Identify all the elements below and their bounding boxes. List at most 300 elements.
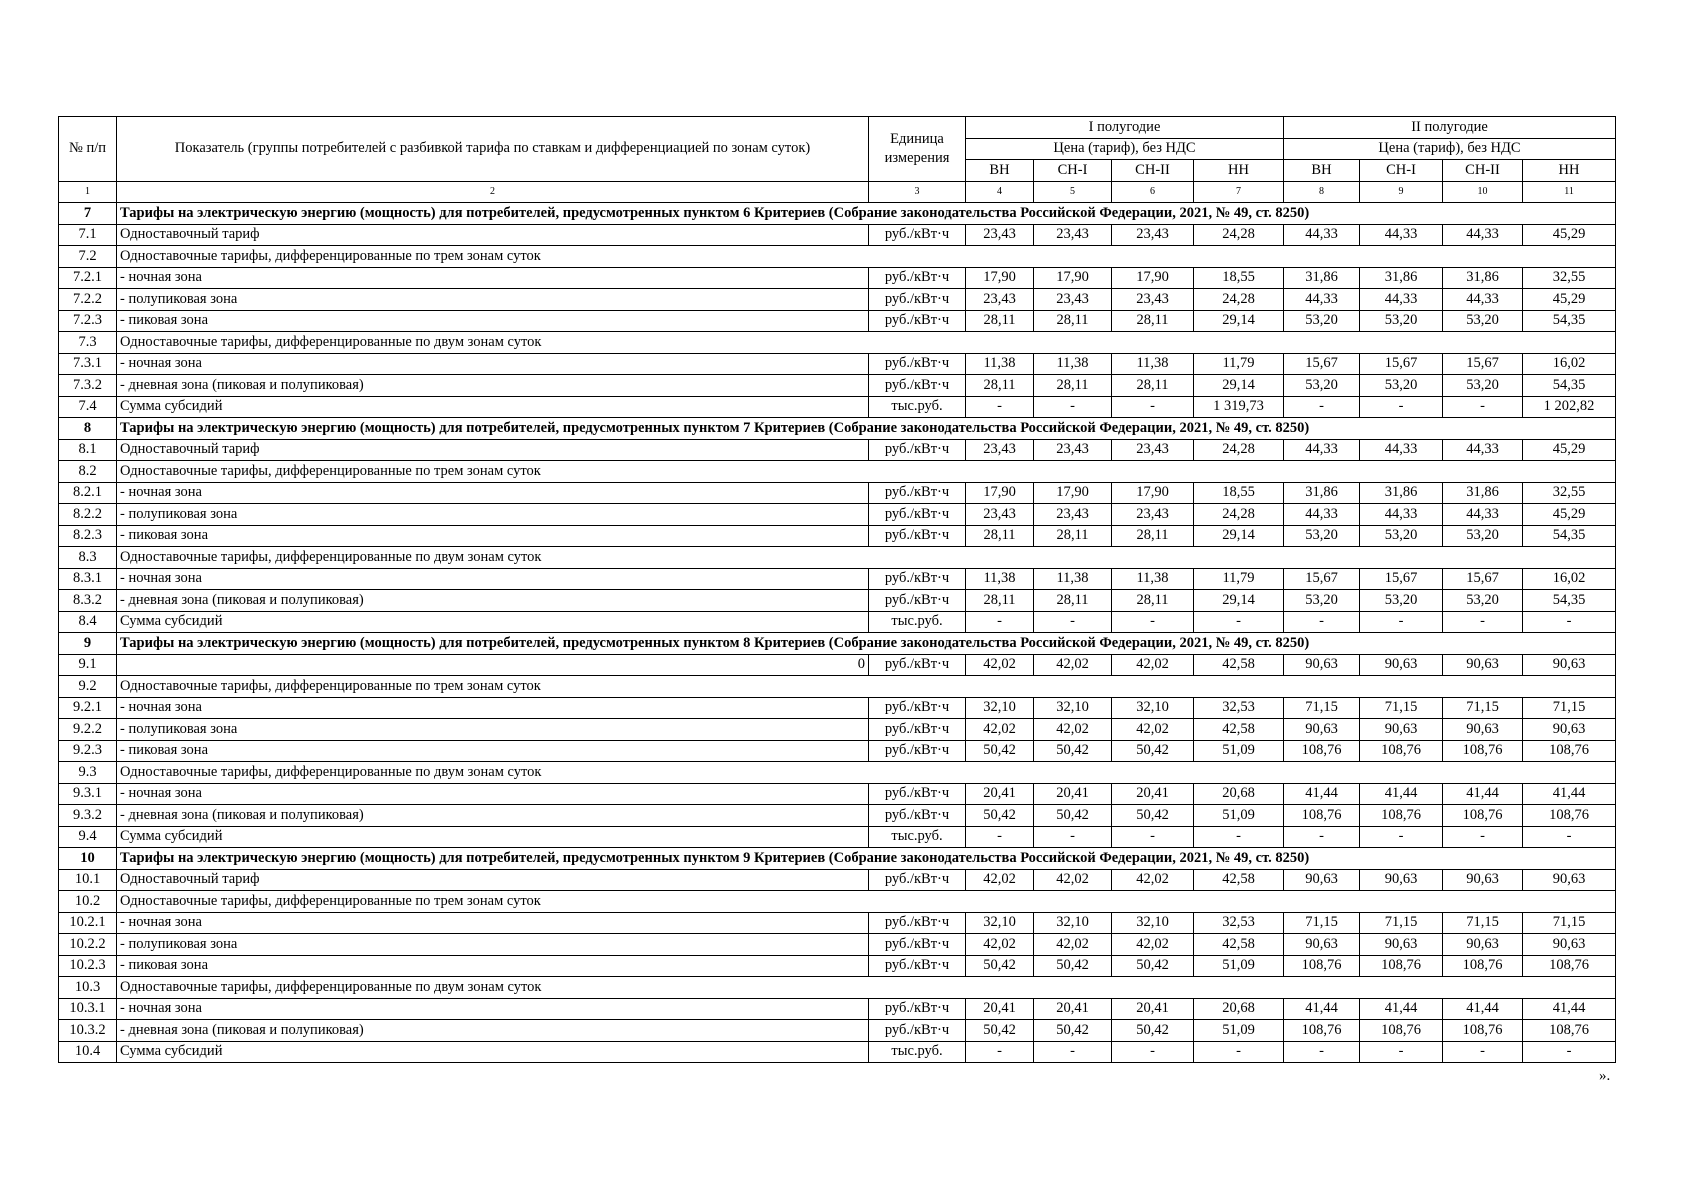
tariff-value: 23,43 bbox=[1112, 224, 1194, 246]
row-number: 10.2.1 bbox=[59, 912, 117, 934]
tariff-value: 45,29 bbox=[1523, 224, 1616, 246]
table-row bbox=[59, 310, 1616, 332]
header-indicator: Показатель (группы потребителей с разбивкой тарифа по ставкам и дифференциацией по зонам суток) bbox=[117, 117, 869, 182]
tariff-value: - bbox=[1360, 1041, 1443, 1063]
section-row bbox=[59, 418, 1616, 440]
table-row bbox=[59, 289, 1616, 311]
row-indicator: - дневная зона (пиковая и полупиковая) bbox=[117, 375, 869, 397]
tariff-value: 23,43 bbox=[1112, 439, 1194, 461]
tariff-value: 15,67 bbox=[1443, 353, 1523, 375]
table-row bbox=[59, 504, 1616, 526]
tariff-value: 41,44 bbox=[1360, 783, 1443, 805]
tariff-value: 54,35 bbox=[1523, 525, 1616, 547]
tariff-value: 71,15 bbox=[1523, 912, 1616, 934]
row-unit: тыс.руб. bbox=[869, 1041, 966, 1063]
row-indicator: - ночная зона bbox=[117, 697, 869, 719]
tariff-value: 44,33 bbox=[1284, 289, 1360, 311]
tariff-value: 11,38 bbox=[966, 568, 1034, 590]
tariff-value: - bbox=[1112, 1041, 1194, 1063]
row-number: 9.3 bbox=[59, 762, 117, 784]
tariff-value: 16,02 bbox=[1523, 353, 1616, 375]
table-row bbox=[59, 525, 1616, 547]
header-level: СН-I bbox=[1034, 160, 1112, 182]
row-unit: руб./кВт·ч bbox=[869, 912, 966, 934]
tariff-value: 23,43 bbox=[1034, 224, 1112, 246]
tariff-value: 32,10 bbox=[966, 912, 1034, 934]
row-unit: тыс.руб. bbox=[869, 396, 966, 418]
row-indicator: - ночная зона bbox=[117, 482, 869, 504]
tariff-value: 42,02 bbox=[1112, 934, 1194, 956]
tariff-value: 54,35 bbox=[1523, 310, 1616, 332]
tariff-value: 108,76 bbox=[1523, 805, 1616, 827]
row-number: 7.3.2 bbox=[59, 375, 117, 397]
tariff-value: 44,33 bbox=[1443, 224, 1523, 246]
row-unit: руб./кВт·ч bbox=[869, 955, 966, 977]
row-indicator: - ночная зона bbox=[117, 998, 869, 1020]
group-row bbox=[59, 461, 1616, 483]
tariff-value: 29,14 bbox=[1194, 590, 1284, 612]
tariff-value: 28,11 bbox=[966, 310, 1034, 332]
tariff-value: 53,20 bbox=[1284, 310, 1360, 332]
row-number: 9.4 bbox=[59, 826, 117, 848]
tariff-table bbox=[58, 116, 1616, 1063]
tariff-value: 11,38 bbox=[1112, 353, 1194, 375]
tariff-value: 90,63 bbox=[1284, 934, 1360, 956]
row-indicator: - пиковая зона bbox=[117, 525, 869, 547]
tariff-value: 15,67 bbox=[1443, 568, 1523, 590]
column-number: 5 bbox=[1034, 181, 1112, 203]
row-number: 10.3.2 bbox=[59, 1020, 117, 1042]
table-row bbox=[59, 697, 1616, 719]
row-number: 8.1 bbox=[59, 439, 117, 461]
group-row bbox=[59, 977, 1616, 999]
tariff-value: 32,10 bbox=[1112, 912, 1194, 934]
tariff-value: 50,42 bbox=[1034, 805, 1112, 827]
tariff-value: 23,43 bbox=[1034, 504, 1112, 526]
tariff-value: - bbox=[1284, 396, 1360, 418]
tariff-value: 41,44 bbox=[1523, 783, 1616, 805]
row-number: 9 bbox=[59, 633, 117, 655]
row-indicator: - ночная зона bbox=[117, 783, 869, 805]
tariff-value: 51,09 bbox=[1194, 740, 1284, 762]
section-title: Тарифы на электрическую энергию (мощность) для потребителей, предусмотренных пунктом 9 Критериев (Собрание законодательства Российской Федерации, 2021, № 49, ст. 8250) bbox=[117, 848, 1616, 870]
tariff-value: 32,53 bbox=[1194, 912, 1284, 934]
row-number: 10.4 bbox=[59, 1041, 117, 1063]
tariff-value: 28,11 bbox=[1112, 590, 1194, 612]
row-indicator: - ночная зона bbox=[117, 568, 869, 590]
tariff-value: 29,14 bbox=[1194, 525, 1284, 547]
tariff-value: 41,44 bbox=[1443, 783, 1523, 805]
tariff-value: 31,86 bbox=[1443, 482, 1523, 504]
tariff-value: 32,55 bbox=[1523, 482, 1616, 504]
tariff-value: 23,43 bbox=[1034, 289, 1112, 311]
tariff-value: 32,53 bbox=[1194, 697, 1284, 719]
tariff-value: 28,11 bbox=[1034, 590, 1112, 612]
tariff-value: 53,20 bbox=[1443, 590, 1523, 612]
tariff-value: 45,29 bbox=[1523, 504, 1616, 526]
tariff-value: 23,43 bbox=[1112, 289, 1194, 311]
table-row bbox=[59, 482, 1616, 504]
tariff-value: - bbox=[966, 1041, 1034, 1063]
row-indicator: - ночная зона bbox=[117, 267, 869, 289]
header-half1: I полугодие bbox=[966, 117, 1284, 139]
row-number: 7.1 bbox=[59, 224, 117, 246]
tariff-value: - bbox=[1284, 611, 1360, 633]
header-level: СН-II bbox=[1443, 160, 1523, 182]
tariff-value: - bbox=[1112, 826, 1194, 848]
tariff-value: 31,86 bbox=[1284, 482, 1360, 504]
row-indicator: - полупиковая зона bbox=[117, 289, 869, 311]
row-number: 7.2.3 bbox=[59, 310, 117, 332]
row-indicator: - ночная зона bbox=[117, 912, 869, 934]
tariff-value: 24,28 bbox=[1194, 439, 1284, 461]
column-number: 8 bbox=[1284, 181, 1360, 203]
tariff-value: 41,44 bbox=[1360, 998, 1443, 1020]
column-number: 1 bbox=[59, 181, 117, 203]
tariff-value: 51,09 bbox=[1194, 805, 1284, 827]
row-number: 10.2.3 bbox=[59, 955, 117, 977]
group-title: Одноставочные тарифы, дифференцированные по двум зонам суток bbox=[117, 547, 1616, 569]
row-indicator: Сумма субсидий bbox=[117, 396, 869, 418]
tariff-value: 28,11 bbox=[1112, 375, 1194, 397]
section-row bbox=[59, 848, 1616, 870]
row-unit: тыс.руб. bbox=[869, 611, 966, 633]
tariff-value: 51,09 bbox=[1194, 955, 1284, 977]
tariff-value: 41,44 bbox=[1443, 998, 1523, 1020]
tariff-value: 54,35 bbox=[1523, 375, 1616, 397]
tariff-value: 28,11 bbox=[1034, 525, 1112, 547]
group-title: Одноставочные тарифы, дифференцированные по трем зонам суток bbox=[117, 461, 1616, 483]
tariff-value: - bbox=[1360, 611, 1443, 633]
column-number: 7 bbox=[1194, 181, 1284, 203]
tariff-value: 16,02 bbox=[1523, 568, 1616, 590]
tariff-value: - bbox=[1194, 826, 1284, 848]
tariff-value: 53,20 bbox=[1443, 310, 1523, 332]
tariff-value: 28,11 bbox=[1034, 375, 1112, 397]
row-unit: руб./кВт·ч bbox=[869, 697, 966, 719]
row-indicator: - полупиковая зона bbox=[117, 719, 869, 741]
table-row bbox=[59, 611, 1616, 633]
tariff-value: 17,90 bbox=[1112, 482, 1194, 504]
row-number: 9.3.1 bbox=[59, 783, 117, 805]
row-number: 9.2.3 bbox=[59, 740, 117, 762]
row-number: 7.2.1 bbox=[59, 267, 117, 289]
tariff-value: - bbox=[1034, 396, 1112, 418]
group-title: Одноставочные тарифы, дифференцированные по трем зонам суток bbox=[117, 246, 1616, 268]
row-indicator: Одноставочный тариф bbox=[117, 439, 869, 461]
tariff-value: 17,90 bbox=[966, 267, 1034, 289]
tariff-value: 28,11 bbox=[1112, 310, 1194, 332]
header-level: НН bbox=[1194, 160, 1284, 182]
tariff-value: 50,42 bbox=[1034, 740, 1112, 762]
tariff-value: 17,90 bbox=[1034, 267, 1112, 289]
row-indicator: - дневная зона (пиковая и полупиковая) bbox=[117, 1020, 869, 1042]
row-indicator: - ночная зона bbox=[117, 353, 869, 375]
table-header bbox=[59, 117, 1616, 203]
tariff-value: 42,02 bbox=[1112, 719, 1194, 741]
table-body bbox=[59, 203, 1616, 1063]
tariff-value: 20,41 bbox=[1112, 783, 1194, 805]
column-number: 11 bbox=[1523, 181, 1616, 203]
tariff-value: - bbox=[1284, 1041, 1360, 1063]
row-indicator: - дневная зона (пиковая и полупиковая) bbox=[117, 590, 869, 612]
row-unit: руб./кВт·ч bbox=[869, 353, 966, 375]
tariff-value: 31,86 bbox=[1284, 267, 1360, 289]
tariff-value: - bbox=[966, 396, 1034, 418]
tariff-value: 31,86 bbox=[1360, 482, 1443, 504]
row-unit: руб./кВт·ч bbox=[869, 934, 966, 956]
tariff-value: 108,76 bbox=[1284, 1020, 1360, 1042]
tariff-value: 31,86 bbox=[1360, 267, 1443, 289]
tariff-value: - bbox=[1112, 396, 1194, 418]
tariff-value: 44,33 bbox=[1284, 224, 1360, 246]
row-number: 10.1 bbox=[59, 869, 117, 891]
tariff-value: 23,43 bbox=[1034, 439, 1112, 461]
header-half2: II полугодие bbox=[1284, 117, 1616, 139]
closing-quote: ». bbox=[1599, 1068, 1611, 1084]
row-number: 8.3.1 bbox=[59, 568, 117, 590]
tariff-value: 42,02 bbox=[1034, 934, 1112, 956]
table-row bbox=[59, 719, 1616, 741]
row-unit: руб./кВт·ч bbox=[869, 375, 966, 397]
tariff-value: 11,38 bbox=[1034, 353, 1112, 375]
tariff-value: - bbox=[1443, 826, 1523, 848]
row-unit: руб./кВт·ч bbox=[869, 568, 966, 590]
tariff-value: 50,42 bbox=[1112, 1020, 1194, 1042]
tariff-value: - bbox=[1523, 826, 1616, 848]
row-number: 10.2.2 bbox=[59, 934, 117, 956]
group-title: Одноставочные тарифы, дифференцированные по двум зонам суток bbox=[117, 762, 1616, 784]
table-row bbox=[59, 224, 1616, 246]
row-number: 9.1 bbox=[59, 654, 117, 676]
tariff-value: 90,63 bbox=[1443, 719, 1523, 741]
tariff-value: 42,02 bbox=[966, 869, 1034, 891]
tariff-value: 50,42 bbox=[966, 740, 1034, 762]
column-number: 9 bbox=[1360, 181, 1443, 203]
tariff-value: 15,67 bbox=[1284, 353, 1360, 375]
tariff-value: 42,58 bbox=[1194, 654, 1284, 676]
table-row bbox=[59, 590, 1616, 612]
table-row bbox=[59, 375, 1616, 397]
table-row bbox=[59, 826, 1616, 848]
row-unit: руб./кВт·ч bbox=[869, 504, 966, 526]
row-number: 9.2.1 bbox=[59, 697, 117, 719]
header-level: СН-I bbox=[1360, 160, 1443, 182]
table-row bbox=[59, 1041, 1616, 1063]
row-indicator: - пиковая зона bbox=[117, 740, 869, 762]
row-number: 8.2.2 bbox=[59, 504, 117, 526]
row-number: 7.4 bbox=[59, 396, 117, 418]
tariff-value: 71,15 bbox=[1360, 697, 1443, 719]
tariff-value: 20,68 bbox=[1194, 998, 1284, 1020]
tariff-value: 20,41 bbox=[1112, 998, 1194, 1020]
tariff-value: 50,42 bbox=[1034, 955, 1112, 977]
tariff-value: 108,76 bbox=[1443, 955, 1523, 977]
tariff-value: 20,41 bbox=[966, 783, 1034, 805]
row-indicator: Одноставочный тариф bbox=[117, 224, 869, 246]
tariff-value: - bbox=[1034, 1041, 1112, 1063]
row-unit: руб./кВт·ч bbox=[869, 482, 966, 504]
table-row bbox=[59, 934, 1616, 956]
tariff-value: 20,41 bbox=[1034, 998, 1112, 1020]
group-row bbox=[59, 762, 1616, 784]
row-unit: руб./кВт·ч bbox=[869, 289, 966, 311]
table-row bbox=[59, 869, 1616, 891]
row-indicator: - полупиковая зона bbox=[117, 934, 869, 956]
tariff-value: 71,15 bbox=[1284, 697, 1360, 719]
table-row bbox=[59, 955, 1616, 977]
tariff-value: 44,33 bbox=[1443, 439, 1523, 461]
row-indicator: Сумма субсидий bbox=[117, 1041, 869, 1063]
tariff-value: 42,02 bbox=[966, 934, 1034, 956]
tariff-value: 71,15 bbox=[1360, 912, 1443, 934]
table-row bbox=[59, 783, 1616, 805]
tariff-value: 44,33 bbox=[1360, 289, 1443, 311]
header-price-half2: Цена (тариф), без НДС bbox=[1284, 138, 1616, 160]
tariff-value: 108,76 bbox=[1360, 805, 1443, 827]
tariff-value: 29,14 bbox=[1194, 375, 1284, 397]
row-unit: руб./кВт·ч bbox=[869, 1020, 966, 1042]
tariff-value: - bbox=[1034, 826, 1112, 848]
group-title: Одноставочные тарифы, дифференцированные по трем зонам суток bbox=[117, 891, 1616, 913]
header-unit: Единица измерения bbox=[869, 117, 966, 182]
row-unit: руб./кВт·ч bbox=[869, 310, 966, 332]
tariff-value: 32,10 bbox=[1034, 912, 1112, 934]
tariff-value: 53,20 bbox=[1360, 525, 1443, 547]
tariff-value: 108,76 bbox=[1360, 740, 1443, 762]
row-number: 9.2.2 bbox=[59, 719, 117, 741]
section-row bbox=[59, 633, 1616, 655]
tariff-value: 18,55 bbox=[1194, 267, 1284, 289]
tariff-value: 42,58 bbox=[1194, 719, 1284, 741]
tariff-value: 50,42 bbox=[966, 1020, 1034, 1042]
tariff-value: 32,10 bbox=[1034, 697, 1112, 719]
row-unit: руб./кВт·ч bbox=[869, 654, 966, 676]
header-level: СН-II bbox=[1112, 160, 1194, 182]
tariff-value: 1 202,82 bbox=[1523, 396, 1616, 418]
tariff-value: 42,58 bbox=[1194, 934, 1284, 956]
tariff-value: - bbox=[1194, 611, 1284, 633]
tariff-value: 108,76 bbox=[1443, 805, 1523, 827]
table-row bbox=[59, 805, 1616, 827]
tariff-value: 20,41 bbox=[966, 998, 1034, 1020]
group-row bbox=[59, 676, 1616, 698]
row-indicator: Сумма субсидий bbox=[117, 826, 869, 848]
row-unit: руб./кВт·ч bbox=[869, 805, 966, 827]
tariff-value: - bbox=[1523, 1041, 1616, 1063]
tariff-value: 28,11 bbox=[966, 375, 1034, 397]
tariff-value: 42,02 bbox=[966, 654, 1034, 676]
row-number: 8.2.1 bbox=[59, 482, 117, 504]
tariff-value: 53,20 bbox=[1284, 375, 1360, 397]
tariff-value: 44,33 bbox=[1443, 504, 1523, 526]
tariff-value: 90,63 bbox=[1360, 719, 1443, 741]
row-number: 8.3 bbox=[59, 547, 117, 569]
tariff-value: 1 319,73 bbox=[1194, 396, 1284, 418]
tariff-value: 28,11 bbox=[1112, 525, 1194, 547]
table-row bbox=[59, 998, 1616, 1020]
tariff-value: - bbox=[966, 611, 1034, 633]
tariff-value: 29,14 bbox=[1194, 310, 1284, 332]
tariff-value: 50,42 bbox=[1112, 955, 1194, 977]
tariff-value: 23,43 bbox=[966, 224, 1034, 246]
tariff-value: 44,33 bbox=[1360, 504, 1443, 526]
tariff-value: 71,15 bbox=[1284, 912, 1360, 934]
tariff-value: - bbox=[1360, 396, 1443, 418]
column-number: 3 bbox=[869, 181, 966, 203]
tariff-value: 23,43 bbox=[966, 289, 1034, 311]
tariff-value: 11,38 bbox=[966, 353, 1034, 375]
tariff-value: - bbox=[1284, 826, 1360, 848]
group-row bbox=[59, 246, 1616, 268]
tariff-value: 108,76 bbox=[1284, 955, 1360, 977]
row-unit: руб./кВт·ч bbox=[869, 525, 966, 547]
header-level: ВН bbox=[966, 160, 1034, 182]
section-row bbox=[59, 203, 1616, 225]
tariff-value: 18,55 bbox=[1194, 482, 1284, 504]
tariff-value: 90,63 bbox=[1443, 934, 1523, 956]
row-number: 7.2.2 bbox=[59, 289, 117, 311]
row-number: 10.2 bbox=[59, 891, 117, 913]
tariff-value: 20,41 bbox=[1034, 783, 1112, 805]
tariff-value: 50,42 bbox=[1112, 805, 1194, 827]
tariff-value: 28,11 bbox=[966, 525, 1034, 547]
tariff-value: 41,44 bbox=[1284, 783, 1360, 805]
tariff-value: 90,63 bbox=[1523, 654, 1616, 676]
tariff-value: 42,02 bbox=[1034, 654, 1112, 676]
tariff-value: 42,02 bbox=[966, 719, 1034, 741]
tariff-value: 17,90 bbox=[1112, 267, 1194, 289]
tariff-value: - bbox=[1443, 1041, 1523, 1063]
tariff-value: 44,33 bbox=[1360, 439, 1443, 461]
header-level: ВН bbox=[1284, 160, 1360, 182]
row-unit: руб./кВт·ч bbox=[869, 439, 966, 461]
tariff-value: 51,09 bbox=[1194, 1020, 1284, 1042]
tariff-value: 53,20 bbox=[1284, 590, 1360, 612]
tariff-value: 11,79 bbox=[1194, 353, 1284, 375]
tariff-value: - bbox=[1034, 611, 1112, 633]
tariff-value: 108,76 bbox=[1360, 955, 1443, 977]
tariff-value: 90,63 bbox=[1523, 934, 1616, 956]
row-indicator: Сумма субсидий bbox=[117, 611, 869, 633]
row-number: 8.4 bbox=[59, 611, 117, 633]
tariff-value: 90,63 bbox=[1284, 719, 1360, 741]
tariff-value: 90,63 bbox=[1360, 869, 1443, 891]
tariff-value: 50,42 bbox=[1034, 1020, 1112, 1042]
tariff-value: - bbox=[1443, 396, 1523, 418]
tariff-value: 54,35 bbox=[1523, 590, 1616, 612]
tariff-value: 108,76 bbox=[1523, 955, 1616, 977]
tariff-value: 44,33 bbox=[1284, 439, 1360, 461]
section-title: Тарифы на электрическую энергию (мощность) для потребителей, предусмотренных пунктом 7 Критериев (Собрание законодательства Российской Федерации, 2021, № 49, ст. 8250) bbox=[117, 418, 1616, 440]
tariff-value: 90,63 bbox=[1284, 869, 1360, 891]
tariff-value: 53,20 bbox=[1360, 375, 1443, 397]
tariff-value: 44,33 bbox=[1360, 224, 1443, 246]
table-row bbox=[59, 740, 1616, 762]
row-indicator: - дневная зона (пиковая и полупиковая) bbox=[117, 805, 869, 827]
row-number: 7 bbox=[59, 203, 117, 225]
tariff-value: 42,02 bbox=[1034, 869, 1112, 891]
row-unit: руб./кВт·ч bbox=[869, 224, 966, 246]
table-row bbox=[59, 912, 1616, 934]
tariff-value: 71,15 bbox=[1523, 697, 1616, 719]
row-number: 8.3.2 bbox=[59, 590, 117, 612]
row-number: 8.2.3 bbox=[59, 525, 117, 547]
tariff-value: 50,42 bbox=[1112, 740, 1194, 762]
tariff-value: 44,33 bbox=[1284, 504, 1360, 526]
tariff-value: 11,79 bbox=[1194, 568, 1284, 590]
tariff-value: 44,33 bbox=[1443, 289, 1523, 311]
